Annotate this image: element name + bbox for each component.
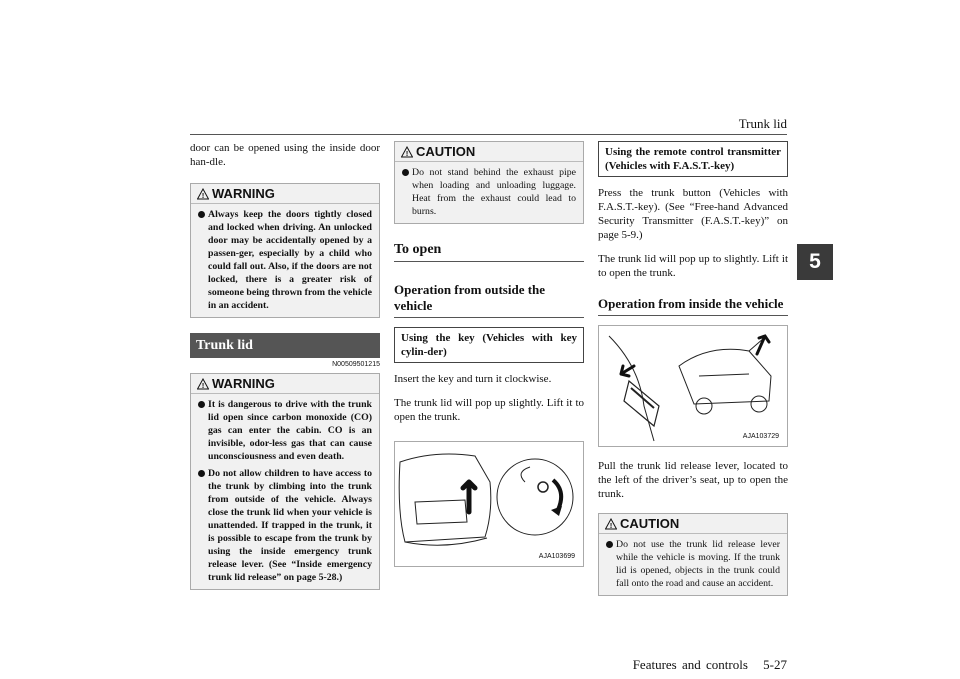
caution-label: CAUTION — [620, 516, 680, 531]
heading-inside-vehicle: Operation from inside the vehicle — [598, 296, 788, 316]
paragraph-pull-lever: Pull the trunk lid release lever, located to the left of the driver’s seat, up to open the trunk. — [598, 460, 788, 500]
caution-box-exhaust — [394, 141, 584, 224]
warning-box-doors — [190, 183, 380, 318]
warning-icon — [401, 146, 413, 158]
warning-header — [191, 374, 379, 394]
caution-item: Do not use the trunk lid release lever while the vehicle is moving. If the trunk lid is opened, objects in the trunk could fall onto the road and cause an accident. — [606, 538, 780, 590]
warning-item: Do not allow children to have access to the trunk by climbing into the trunk from outside of the vehicle. Always close the trunk lid when your vehicle is unattended. If trapped in the trunk, it is possible to escape from the trunk by using the inside emergency trunk release lever. (See “Inside emergency trunk lid release” on page 5-28.) — [198, 467, 372, 584]
caution-box-lever — [598, 513, 788, 596]
subheading-using-key: Using the key (Vehicles with key cylin-der) — [394, 327, 584, 363]
column-middle — [394, 141, 584, 567]
section-title-trunk-lid: Trunk lid — [190, 333, 380, 358]
paragraph-lid-pops: The trunk lid will pop up slightly. Lift it to open the trunk. — [394, 397, 584, 423]
chapter-tab: 5 — [797, 244, 833, 280]
caution-item: Do not stand behind the exhaust pipe when loading and unloading luggage. Heat from the exhaust could lead to burns. — [402, 166, 576, 218]
warning-item: It is dangerous to drive with the trunk lid open since carbon monoxide (CO) gas can enter the cabin. CO is an invisible, odor-less gas that can cause unconsciousness and even death. — [198, 398, 372, 463]
warning-item: Always keep the doors tightly closed and locked when driving. An unlocked door may be accidentally opened by a passen-ger, especially by a child who could fall out. Also, if the doors are not locked, there is a greater risk of someone being thrown from the vehicle in an accident. — [198, 208, 372, 312]
figure-key-cylinder — [394, 441, 584, 567]
heading-outside-vehicle: Operation from outside the vehicle — [394, 282, 584, 318]
section-code: N00509501215 — [332, 361, 380, 368]
svg-text:!: ! — [609, 522, 613, 530]
svg-text:!: ! — [201, 382, 205, 390]
caution-header — [395, 142, 583, 162]
subheading-remote-transmitter: Using the remote control transmitter (Vehicles with F.A.S.T.-key) — [598, 141, 788, 177]
paragraph-lid-pops-remote: The trunk lid will pop up to slightly. Lift it to open the trunk. — [598, 253, 788, 279]
warning-icon — [197, 188, 209, 200]
warning-icon — [605, 518, 617, 530]
warning-label: WARNING — [212, 186, 275, 201]
warning-icon — [197, 378, 209, 390]
heading-to-open: To open — [394, 242, 584, 262]
warning-box-trunk — [190, 373, 380, 590]
figure-code: AJA103699 — [538, 553, 575, 560]
header-rule — [190, 134, 787, 135]
warning-header — [191, 184, 379, 204]
caution-header — [599, 514, 787, 534]
column-right — [598, 141, 788, 596]
column-left — [190, 141, 380, 590]
paragraph-insert-key: Insert the key and turn it clockwise. — [394, 373, 552, 385]
running-title: Trunk lid — [738, 116, 787, 131]
figure-release-lever — [598, 325, 788, 447]
intro-paragraph: door can be opened using the inside door han-dle. — [190, 142, 380, 168]
figure-code: AJA103729 — [742, 433, 779, 440]
trunk-key-illustration — [395, 442, 583, 566]
footer-section: Features and controls — [632, 657, 748, 672]
page-number: 5-27 — [763, 657, 787, 672]
page-footer — [633, 657, 787, 673]
svg-text:!: ! — [405, 150, 409, 158]
warning-label: WARNING — [212, 376, 275, 391]
release-lever-illustration — [599, 326, 787, 446]
paragraph-press-button: Press the trunk button (Vehicles with F.A.S.T.-key). (See “Free-hand Advanced Security Transmitter (F.A.S.T.-key)” on page 5-9.) — [598, 187, 788, 241]
svg-text:!: ! — [201, 192, 205, 200]
caution-label: CAUTION — [416, 144, 476, 159]
